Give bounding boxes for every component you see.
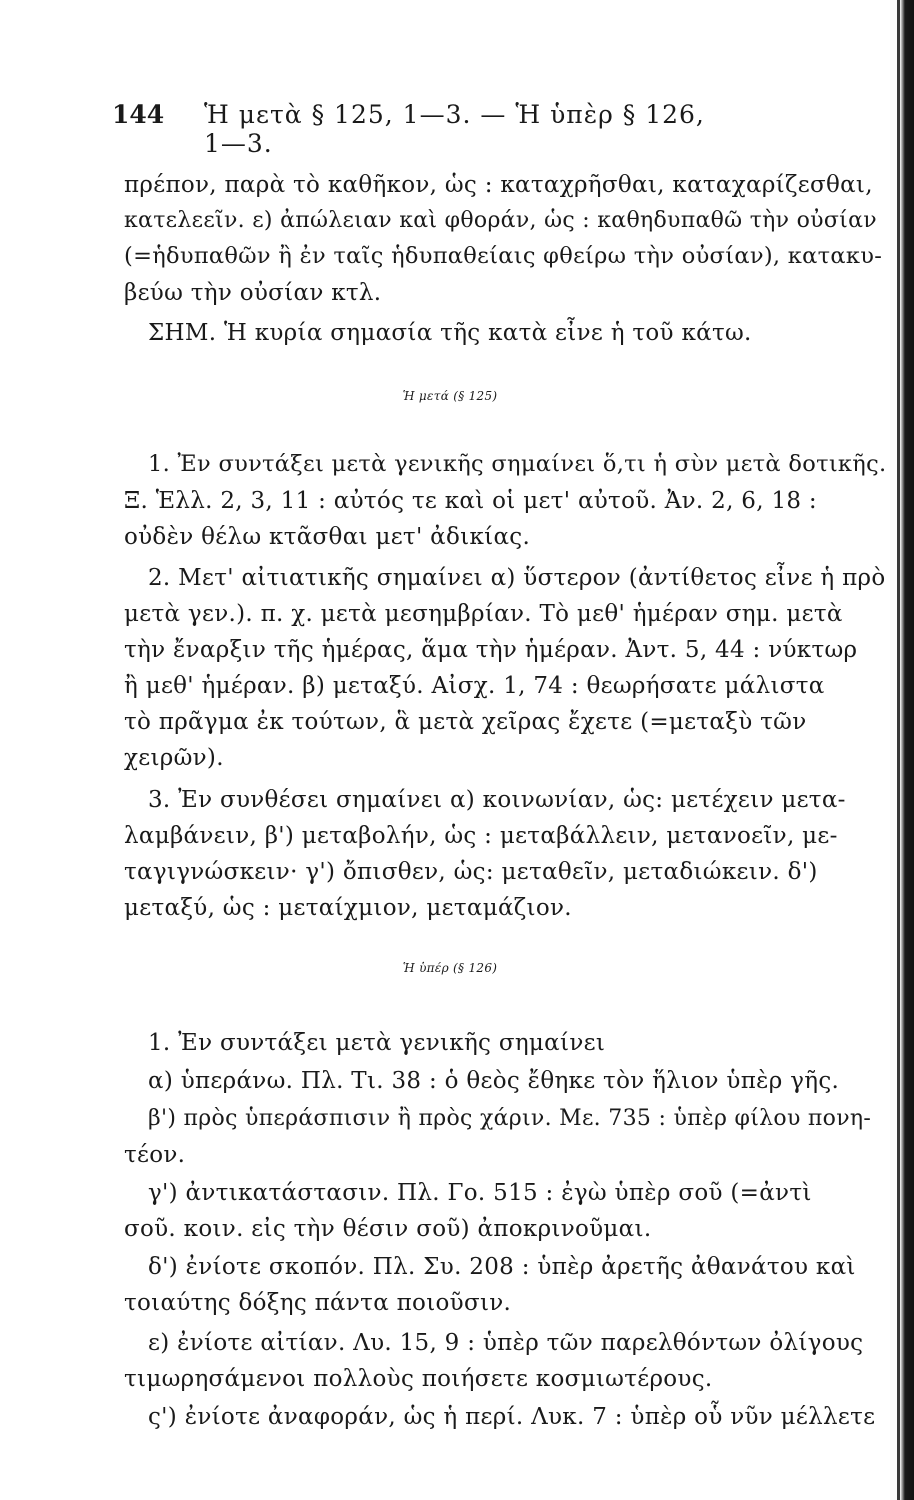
text-line: ς') ἐνίοτε ἀναφοράν, ὡς ἡ περί. Λυκ. 7 : ὑπὲρ οὗ νῦν μέλλετε	[148, 1404, 876, 1430]
text-line: Ξ. Ἑλλ. 2, 3, 11 : αὐτός τε καὶ οἱ μετ' αὐτοῦ. Ἀν. 2, 6, 18 :	[124, 488, 817, 514]
running-header	[112, 100, 712, 158]
text-line: 2. Μετ' αἰτιατικῆς σημαίνει α) ὕστερον (ἀντίθετος εἶνε ἡ πρὸ	[148, 565, 886, 591]
text-line: οὐδὲν θέλω κτᾶσθαι μετ' ἀδικίας.	[124, 524, 531, 550]
text-line: χειρῶν).	[124, 745, 224, 771]
text-line: τιμωρησάμενοι πολλοὺς ποιήσετε κοσμιωτέρους.	[124, 1366, 713, 1392]
text-line: κατελεεῖν. ε) ἀπώλειαν καὶ φθοράν, ὡς : καθηδυπαθῶ τὴν οὐσίαν	[124, 208, 877, 233]
text-line: ε) ἐνίοτε αἰτίαν. Λυ. 15, 9 : ὑπὲρ τῶν παρελθόντων ὀλίγους	[148, 1330, 864, 1356]
text-line: βεύω τὴν οὐσίαν κτλ.	[124, 280, 382, 306]
text-line: 1. Ἐν συντάξει μετὰ γενικῆς σημαίνει ὅ,τι ἡ σὺν μετὰ δοτικῆς.	[148, 451, 887, 477]
text-line: λαμβάνειν, β') μεταβολήν, ὡς : μεταβάλλειν, μετανοεῖν, με-	[124, 823, 838, 849]
text-line: γ') ἀντικατάστασιν. Πλ. Γο. 515 : ἐγὼ ὑπὲρ σοῦ (=ἀντὶ	[148, 1180, 812, 1206]
text-line: τέον.	[124, 1142, 186, 1168]
text-line: α) ὑπεράνω. Πλ. Τι. 38 : ὁ θεὸς ἔθηκε τὸν ἥλιον ὑπὲρ γῆς.	[148, 1068, 840, 1094]
text-line: (=ἡδυπαθῶν ἢ ἐν ταῖς ἡδυπαθείαις φθείρω τὴν οὐσίαν), κατακυ-	[124, 243, 883, 269]
text-line: ἢ μεθ' ἡμέραν. β) μεταξύ. Αἰσχ. 1, 74 : θεωρήσατε μάλιστα	[124, 673, 825, 699]
text-line: 1. Ἐν συντάξει μετὰ γενικῆς σημαίνει	[148, 1030, 606, 1056]
text-line: β') πρὸς ὑπεράσπισιν ἢ πρὸς χάριν. Με. 735 : ὑπὲρ φίλου πονη-	[148, 1106, 872, 1131]
text-line: ταγιγνώσκειν· γ') ὄπισθεν, ὡς: μεταθεῖν, μεταδιώκειν. δ')	[124, 859, 818, 885]
running-title: Ἡ μετὰ § 125, 1—3. — Ἡ ὑπὲρ § 126, 1—3.	[204, 100, 705, 158]
text-line: τοιαύτης δόξης πάντα ποιοῦσιν.	[124, 1290, 512, 1316]
text-line: τὸ πρᾶγμα ἐκ τούτων, ἃ μετὰ χεῖρας ἔχετε (=μεταξὺ τῶν	[124, 709, 807, 735]
text-line: μεταξύ, ὡς : μεταίχμιον, μεταμάζιον.	[124, 895, 572, 921]
page-edge-shadow	[900, 0, 914, 1500]
text-line: μετὰ γεν.). π. χ. μετὰ μεσημβρίαν. Τὸ μεθ' ἡμέραν σημ. μετὰ	[124, 601, 843, 627]
section-heading-meta: Ἡ μετά (§ 125)	[402, 389, 498, 403]
text-line: 3. Ἐν συνθέσει σημαίνει α) κοινωνίαν, ὡς: μετέχειν μετα-	[148, 787, 846, 813]
text-line: τὴν ἔναρξιν τῆς ἡμέρας, ἅμα τὴν ἡμέραν. Ἀντ. 5, 44 : νύκτωρ	[124, 637, 858, 663]
text-line: σοῦ. κοιν. εἰς τὴν θέσιν σοῦ) ἀποκρινοῦμαι.	[124, 1216, 652, 1242]
section-heading-hyper: Ἡ ὑπέρ (§ 126)	[402, 961, 498, 975]
note-line: ΣΗΜ. Ἡ κυρία σημασία τῆς κατὰ εἶνε ἡ τοῦ κάτω.	[148, 320, 752, 346]
text-line: δ') ἐνίοτε σκοπόν. Πλ. Συ. 208 : ὑπὲρ ἀρετῆς ἀθανάτου καὶ	[148, 1254, 856, 1280]
page-number: 144	[112, 100, 165, 129]
text-line: πρέπον, παρὰ τὸ καθῆκον, ὡς : καταχρῆσθαι, καταχαρίζεσθαι,	[124, 172, 873, 198]
